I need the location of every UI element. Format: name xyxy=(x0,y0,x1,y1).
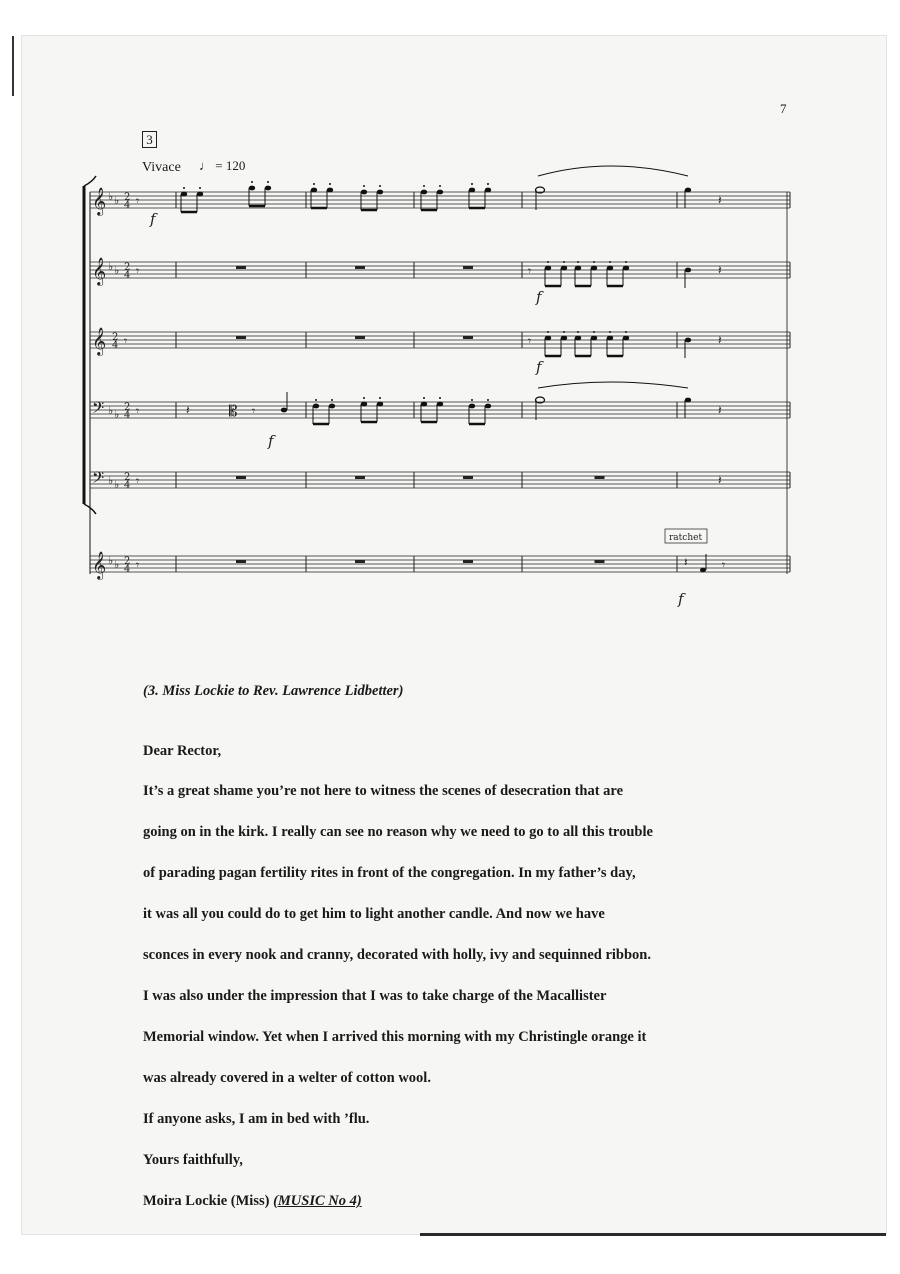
staccato-dot xyxy=(379,397,381,399)
staccato-dot xyxy=(563,261,565,263)
eighth-rest-icon: 𝄾 xyxy=(124,334,128,348)
dynamic-marking: f xyxy=(268,432,274,450)
staccato-dot xyxy=(625,261,627,263)
quarter-rest-icon: 𝄽 xyxy=(684,555,688,569)
bar-rest-icon xyxy=(595,476,605,479)
note-head xyxy=(249,186,255,191)
staccato-dot xyxy=(439,397,441,399)
quarter-rest-icon: 𝄽 xyxy=(718,193,722,207)
flat-icon: ♭ xyxy=(108,260,114,273)
staccato-dot xyxy=(363,185,365,187)
treble-clef-icon: 𝄞 xyxy=(92,187,107,215)
bar-rest-icon xyxy=(236,266,246,269)
note-head xyxy=(329,404,335,409)
letter-line: going on in the kirk. I really can see no reason why we need to go to all this trouble xyxy=(143,824,653,840)
staccato-dot xyxy=(363,397,365,399)
eighth-rest-icon: 𝄾 xyxy=(136,264,140,278)
staccato-dot xyxy=(563,331,565,333)
treble-clef-icon: 𝄞 xyxy=(92,257,107,285)
note-head xyxy=(591,266,597,271)
flat-icon: ♭ xyxy=(108,554,114,567)
staccato-dot xyxy=(315,399,317,401)
eighth-rest-icon: 𝄾 xyxy=(136,194,140,208)
staccato-dot xyxy=(487,183,489,185)
treble-clef-icon: 𝄞 xyxy=(92,327,107,355)
quarter-rest-icon: 𝄽 xyxy=(718,333,722,347)
note-head xyxy=(575,266,581,271)
letter-line: was already covered in a welter of cotton wool. xyxy=(143,1070,431,1086)
bar-rest-icon xyxy=(355,266,365,269)
bar-rest-icon xyxy=(595,560,605,563)
bass-clef-icon: 𝄢 xyxy=(92,399,105,421)
eighth-rest-icon: 𝄾 xyxy=(136,474,140,488)
staccato-dot xyxy=(183,187,185,189)
note-head xyxy=(469,188,475,193)
note-head xyxy=(313,404,319,409)
staccato-dot xyxy=(609,261,611,263)
flat-icon: ♭ xyxy=(108,190,114,203)
note-head xyxy=(607,336,613,341)
eighth-rest-icon: 𝄾 xyxy=(528,264,532,278)
time-signature: 4 xyxy=(124,564,131,575)
note-head xyxy=(485,188,491,193)
quarter-rest-icon: 𝄽 xyxy=(718,473,722,487)
flat-icon: ♭ xyxy=(108,404,114,417)
bar-rest-icon xyxy=(463,476,473,479)
note-head xyxy=(437,190,443,195)
rehearsal-mark: 3 xyxy=(142,131,157,148)
staccato-dot xyxy=(313,183,315,185)
staccato-dot xyxy=(593,331,595,333)
letter-line: it was all you could do to get him to light another candle. And now we have xyxy=(143,906,605,922)
eighth-rest-icon: 𝄾 xyxy=(722,558,726,572)
letter-line: Memorial window. Yet when I arrived this morning with my Christingle orange it xyxy=(143,1029,647,1045)
alto-clef-icon: 𝄡 xyxy=(229,402,238,420)
bar-rest-icon xyxy=(463,266,473,269)
music-cue: (MUSIC No 4) xyxy=(273,1193,362,1209)
bass-clef-icon: 𝄢 xyxy=(92,469,105,491)
note-head xyxy=(685,398,691,403)
time-signature: 4 xyxy=(124,410,131,421)
note-head xyxy=(361,402,367,407)
bar-rest-icon xyxy=(236,560,246,563)
time-signature: 2 xyxy=(124,192,131,203)
signature-line xyxy=(143,1193,362,1210)
note-head xyxy=(437,402,443,407)
staccato-dot xyxy=(331,399,333,401)
eighth-rest-icon: 𝄾 xyxy=(136,558,140,572)
dynamic-marking: f xyxy=(150,210,156,228)
bar-rest-icon xyxy=(355,336,365,339)
staccato-dot xyxy=(439,185,441,187)
treble-clef-icon: 𝄞 xyxy=(92,551,107,579)
staccato-dot xyxy=(487,399,489,401)
staccato-dot xyxy=(267,181,269,183)
note-head xyxy=(265,186,271,191)
note-head xyxy=(311,188,317,193)
staccato-dot xyxy=(547,261,549,263)
eighth-rest-icon: 𝄾 xyxy=(528,334,532,348)
time-signature: 2 xyxy=(124,402,131,413)
metronome-mark: ♩ = 120 xyxy=(199,158,246,173)
time-signature: 2 xyxy=(124,262,131,273)
time-signature: 2 xyxy=(124,556,131,567)
staccato-dot xyxy=(547,331,549,333)
time-signature: 2 xyxy=(124,472,131,483)
note-head xyxy=(561,336,567,341)
bar-rest-icon xyxy=(236,336,246,339)
staccato-dot xyxy=(593,261,595,263)
letter-line: sconces in every nook and cranny, decorated with holly, ivy and sequinned ribbon. xyxy=(143,947,651,963)
dynamic-marking: f xyxy=(536,288,542,306)
salutation: Dear Rector, xyxy=(143,743,222,759)
time-signature: 2 xyxy=(112,332,119,343)
time-signature: 4 xyxy=(124,270,131,281)
note-head xyxy=(591,336,597,341)
note-head xyxy=(561,266,567,271)
flat-icon: ♭ xyxy=(114,408,120,421)
note-head xyxy=(623,336,629,341)
quarter-rest-icon: 𝄽 xyxy=(718,263,722,277)
staccato-dot xyxy=(379,185,381,187)
note-head xyxy=(469,404,475,409)
dynamic-marking: f xyxy=(678,590,684,608)
tempo-marking: Vivace xyxy=(142,160,181,175)
signature: Moira Lockie (Miss) xyxy=(143,1193,270,1209)
bar-rest-icon xyxy=(236,476,246,479)
letter-line: of parading pagan fertility rites in front of the congregation. In my father’s day, xyxy=(143,865,636,881)
note-head xyxy=(421,402,427,407)
eighth-rest-icon: 𝄾 xyxy=(136,404,140,418)
note-head xyxy=(421,190,427,195)
staccato-dot xyxy=(423,397,425,399)
letter-line: It’s a great shame you’re not here to witness the scenes of desecration that are xyxy=(143,783,624,799)
quarter-rest-icon: 𝄽 xyxy=(718,403,722,417)
closing: Yours faithfully, xyxy=(143,1152,243,1168)
flat-icon: ♭ xyxy=(114,478,120,491)
note-head xyxy=(181,192,187,197)
time-signature: 4 xyxy=(112,340,119,351)
note-head xyxy=(485,404,491,409)
staccato-dot xyxy=(329,183,331,185)
time-signature: 4 xyxy=(124,480,131,491)
staccato-dot xyxy=(199,187,201,189)
note-head xyxy=(623,266,629,271)
slur xyxy=(538,166,688,176)
note-head xyxy=(545,336,551,341)
page-number: 7 xyxy=(780,101,787,116)
dynamic-marking: f xyxy=(536,358,542,376)
letter-line: I was also under the impression that I was to take charge of the Macallister xyxy=(143,988,607,1004)
note-head xyxy=(281,408,287,413)
staccato-dot xyxy=(577,261,579,263)
quarter-rest-icon: 𝄽 xyxy=(186,403,190,417)
bar-rest-icon xyxy=(355,560,365,563)
flat-icon: ♭ xyxy=(114,194,120,207)
music-score xyxy=(0,0,900,620)
bar-rest-icon xyxy=(355,476,365,479)
time-signature: 4 xyxy=(124,200,131,211)
flat-icon: ♭ xyxy=(108,474,114,487)
note-head xyxy=(327,188,333,193)
page-edge xyxy=(420,1233,886,1236)
staccato-dot xyxy=(625,331,627,333)
flat-icon: ♭ xyxy=(114,264,120,277)
cue-label: ratchet xyxy=(669,533,703,543)
staccato-dot xyxy=(471,183,473,185)
note-head xyxy=(197,192,203,197)
bar-rest-icon xyxy=(463,560,473,563)
staccato-dot xyxy=(577,331,579,333)
note-head xyxy=(377,190,383,195)
staccato-dot xyxy=(251,181,253,183)
letter-line: If anyone asks, I am in bed with ’flu. xyxy=(143,1111,370,1127)
note-head xyxy=(545,266,551,271)
note-head xyxy=(575,336,581,341)
staccato-dot xyxy=(423,185,425,187)
staccato-dot xyxy=(609,331,611,333)
slur xyxy=(538,382,688,388)
note-head xyxy=(685,188,691,193)
note-head xyxy=(685,338,691,343)
flat-icon: ♭ xyxy=(114,558,120,571)
note-head xyxy=(700,568,706,572)
note-head xyxy=(685,268,691,273)
letter-heading: (3. Miss Lockie to Rev. Lawrence Lidbetter) xyxy=(143,683,404,699)
note-head xyxy=(607,266,613,271)
note-head xyxy=(377,402,383,407)
note-head xyxy=(361,190,367,195)
eighth-rest-icon: 𝄾 xyxy=(252,404,256,418)
staccato-dot xyxy=(471,399,473,401)
bar-rest-icon xyxy=(463,336,473,339)
